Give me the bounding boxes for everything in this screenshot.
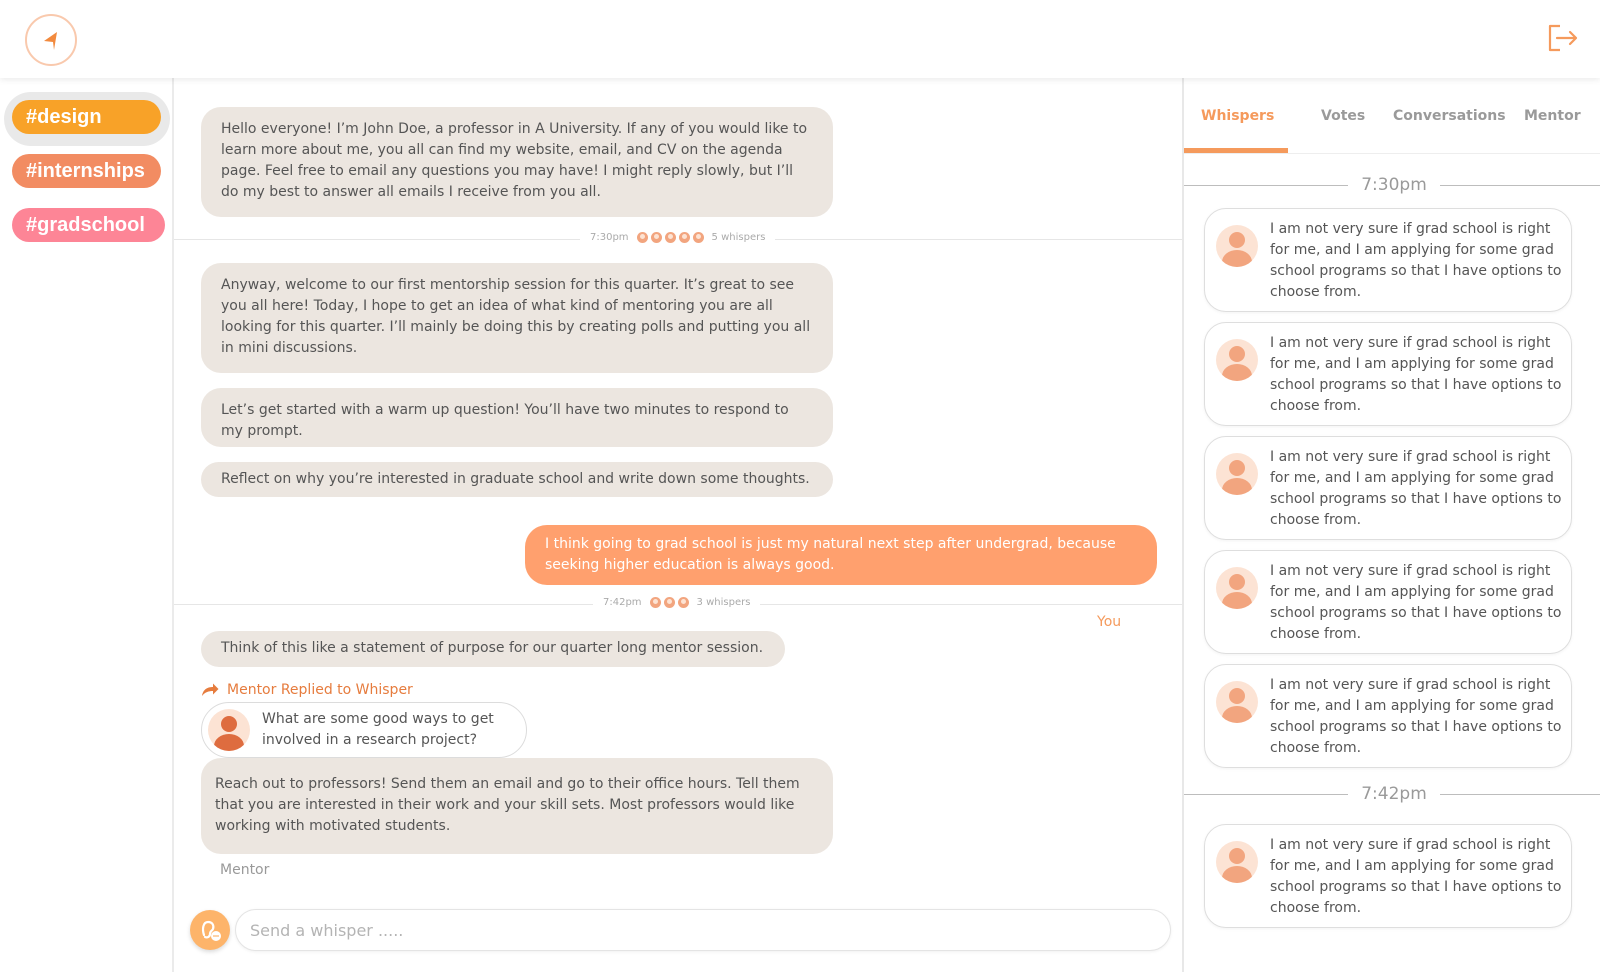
whisper-count[interactable]: 3 whispers [696, 597, 751, 608]
divider-meta [580, 232, 775, 243]
avatar-icon [1216, 681, 1258, 723]
avatar-icon [650, 597, 661, 608]
channel-sidebar [0, 78, 174, 972]
quoted-whisper-text: What are some good ways to get involved in a research project? [262, 711, 494, 748]
time-separator [1184, 784, 1600, 804]
whisper-count[interactable]: 5 whispers [711, 232, 766, 243]
whisper-card[interactable] [1204, 436, 1572, 540]
group-time: 7:42pm [1361, 784, 1427, 804]
my-message: I think going to grad school is just my natural next step after undergrad, because seeking higher education is always good. [525, 525, 1157, 585]
tab-conversations[interactable]: Conversations [1393, 108, 1506, 124]
avatar-icon [679, 232, 690, 243]
whisper-ear-button[interactable] [190, 910, 230, 950]
avatar-icon [664, 597, 675, 608]
quoted-whisper[interactable] [201, 702, 527, 758]
sender-mentor-label: Mentor [220, 862, 270, 878]
avatar-icon [651, 232, 662, 243]
avatar-icon [678, 597, 689, 608]
avatar-icon [665, 232, 676, 243]
mentor-message: Anyway, welcome to our first mentorship session for this quarter. It’s great to see you all here! Today, I hope to get an idea of what kind of mentoring you are all looking for this quarter. I’ll mainly be doing this by creating polls and putting you all in mini discussions. [201, 263, 833, 373]
whisper-card[interactable] [1204, 322, 1572, 426]
whisper-card[interactable] [1204, 664, 1572, 768]
whisper-text: I am not very sure if grad school is right for me, and I am applying for some grad school programs so that I have options to choose from. [1270, 837, 1562, 916]
top-bar [0, 0, 1600, 78]
avatar-icon [1216, 567, 1258, 609]
avatar-icon [1216, 339, 1258, 381]
mentor-message: Hello everyone! I’m John Doe, a professor in A University. If any of you would like to learn more about me, you all can find my website, email, and CV on the agenda page. Feel free to email any questions you may have! I might reply slowly, but I’ll do my best to answer all emails I receive from you all. [201, 107, 833, 217]
channel-tag-gradschool[interactable]: #gradschool [12, 208, 165, 242]
group-time: 7:30pm [1361, 175, 1427, 195]
divider-time: 7:42pm [603, 597, 642, 608]
panel-tabs [1184, 78, 1600, 154]
logout-icon[interactable] [1544, 20, 1580, 56]
avatar-icon [208, 709, 250, 751]
whisper-avatars [650, 597, 689, 608]
whisper-text: I am not very sure if grad school is right for me, and I am applying for some grad school programs so that I have options to choose from. [1270, 677, 1562, 756]
avatar-icon [693, 232, 704, 243]
mentor-reply-label [201, 682, 413, 698]
mentor-message: Think of this like a statement of purpose for our quarter long mentor session. [201, 631, 785, 667]
avatar-icon [1216, 225, 1258, 267]
reply-arrow-icon [201, 683, 219, 697]
reply-label-text: Mentor Replied to Whisper [227, 682, 413, 698]
mentor-message: Let’s get started with a warm up question! You’ll have two minutes to respond to my prompt. [201, 388, 833, 447]
whisper-card[interactable] [1204, 824, 1572, 928]
whisper-text: I am not very sure if grad school is right for me, and I am applying for some grad school programs so that I have options to choose from. [1270, 449, 1562, 528]
whisper-avatars [637, 232, 704, 243]
whisper-input-row [190, 906, 1172, 952]
mentor-message: Reflect on why you’re interested in graduate school and write down some thoughts. [201, 462, 833, 497]
mentor-reply-message: Reach out to professors! Send them an email and go to their office hours. Tell them that you are interested in their work and your skill sets. Most professors would like working with motivated students. [201, 758, 833, 854]
avatar-icon [637, 232, 648, 243]
tab-mentor[interactable]: Mentor [1524, 108, 1581, 124]
sender-you-label: You [1097, 614, 1122, 630]
tab-votes[interactable]: Votes [1321, 108, 1366, 124]
whisper-text: I am not very sure if grad school is right for me, and I am applying for some grad school programs so that I have options to choose from. [1270, 221, 1562, 300]
whisper-text: I am not very sure if grad school is right for me, and I am applying for some grad school programs so that I have options to choose from. [1270, 335, 1562, 414]
avatar-icon [1216, 453, 1258, 495]
divider-time: 7:30pm [590, 232, 629, 243]
tab-whispers[interactable]: Whispers [1201, 108, 1275, 124]
ear-icon [197, 917, 223, 943]
right-panel [1182, 78, 1600, 972]
whisper-text: I am not very sure if grad school is right for me, and I am applying for some grad school programs so that I have options to choose from. [1270, 563, 1562, 642]
back-arrow-icon [40, 29, 62, 51]
channel-tag-design[interactable]: #design [12, 100, 161, 134]
avatar-icon [1216, 841, 1258, 883]
whisper-card[interactable] [1204, 550, 1572, 654]
active-tab-indicator [1184, 148, 1288, 153]
channel-tag-internships[interactable]: #internships [12, 154, 161, 188]
whisper-input[interactable] [235, 909, 1171, 951]
time-separator [1184, 175, 1600, 195]
divider-meta [593, 597, 760, 608]
back-button[interactable] [25, 14, 77, 66]
whisper-card[interactable] [1204, 208, 1572, 312]
